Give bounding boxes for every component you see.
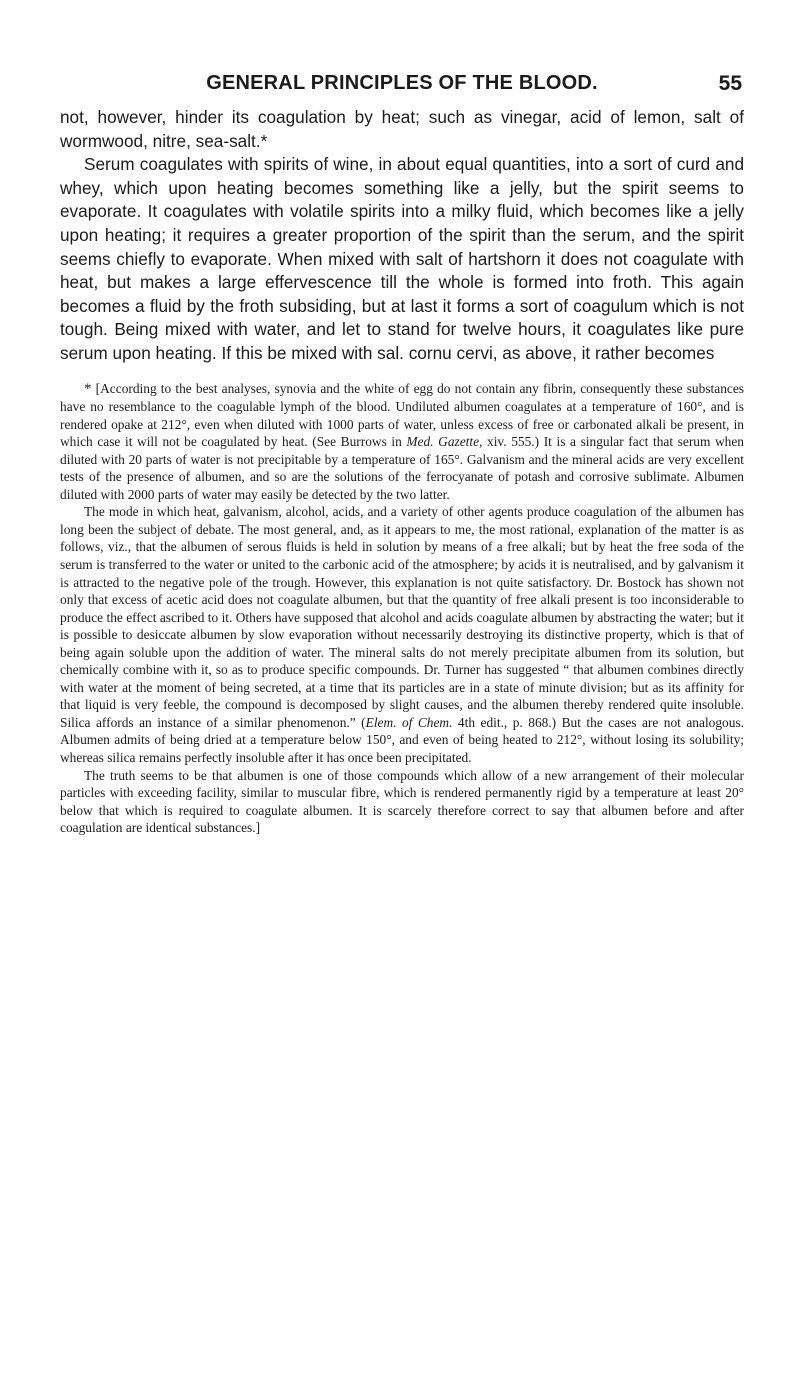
footnote <box>60 380 744 837</box>
running-header <box>60 72 744 104</box>
footnote-paragraph <box>60 503 744 766</box>
footnote-text: 4th edit., p. 868.) But the cases are not analogous. Albumen admits of being dried at a temperature below 150°, and even of being heated to 212°, without losing its solubility; whereas silica remains perfectly insoluble after it has once been precipitated. <box>60 714 745 766</box>
book-page <box>60 72 744 837</box>
footnote-paragraph <box>60 380 744 504</box>
footnote-text: , xiv. 555.) It is a singular fact that serum when diluted with 20 parts of water is not precipitable by a temperature of 165°. Galvanism and the mineral acids are very excellent tests of the presence of albumen, and so are the solutions of the ferrocyanate of potash and corrosive sublimate. Albumen diluted with 2000 parts of water may easily be detected by the two latter. <box>60 434 744 502</box>
body-paragraph: not, however, hinder its coagulation by heat; such as vinegar, acid of lemon, salt of wormwood, nitre, sea-salt.* <box>60 107 744 151</box>
footnote-text: The mode in which heat, galvanism, alcohol, acids, and a variety of other agents produce coagulation of the albumen has long been the subject of debate. The most general, and, as it appears to me, the most rational, explanation of the matter is as follows, viz., that the albumen of serous fluids is held in solution by means of a free alkali; but by heat the free soda of the serum is transferred to the water or united to the carbonic acid of the atmosphere; by acids it is neutralised, and by galvanism it is attracted to the negative pole of the trough. However, this explanation is not quite satisfactory. Dr. Bostock has shown not only that excess of acetic acid does not coagulate albumen, but that the quantity of free alkali present is too inconsiderable to produce the effect ascribed to it. Others have supposed that alcohol and acids coagulate albumen by abstracting the water; but it is possible to desiccate albumen by slow evaporation without necessarily destroying its distinctive property, which is that of being again soluble upon the addition of water. The mineral salts do not merely precipitate albumen from its solution, but chemically combine with it, so as to produce specific compounds. Dr. Turner has suggested “ that albumen combines directly with water at the moment of being secreted, at a time that its particles are in a state of minute division; but as its affinity for that liquid is very feeble, the compound is decomposed by slight causes, and the albumen thereby rendered quite insoluble. Silica affords an instance of a similar phenomenon.” ( <box>60 504 744 730</box>
footnote-paragraph: The truth seems to be that albumen is one of those compounds which allow of a new arrangement of their molecular particles with exceeding facility, similar to muscular fibre, which is rendered permanently rigid by a temperature at least 20° below that which is required to coagulate albumen. It is scarcely therefore correct to say that albumen before and after coagulation are identical substances.] <box>60 767 744 836</box>
main-text <box>60 106 744 366</box>
footnote-marker: * <box>84 380 92 397</box>
journal-title: Med. Gazette <box>406 434 480 450</box>
page-number: 55 <box>718 72 742 95</box>
body-paragraph: Serum coagulates with spirits of wine, in about equal quantities, into a sort of curd and whey, which upon heating becomes something like a jelly, but the spirit seems to evaporate. It coagulates with volatile spirits into a milky fluid, which becomes like a jelly upon heating; it requires a greater proportion of the spirit than the serum, and the spirit seems chiefly to evaporate. When mixed with salt of hartshorn it does not coagulate with heat, but makes a large effervescence till the whole is formed into froth. This again becomes a fluid by the froth subsiding, but at last it forms a sort of coagulum which is not tough. Being mixed with water, and let to stand for twelve hours, it coagulates like pure serum upon heating. If this be mixed with sal. cornu cervi, as above, it rather becomes <box>60 154 744 363</box>
running-title: GENERAL PRINCIPLES OF THE BLOOD. <box>206 72 598 94</box>
footnote-text: [According to the best analyses, synovia and the white of egg do not contain any fibrin, consequently these substances have no resemblance to the coagulable lymph of the blood. Undiluted albumen coagulates at a temperature of 160°, and is rendered opake at 212°, even when diluted with 1000 parts of water, unless excess of free or carbonated alkali be present, in which case it will not be coagulated by heat. (See Burrows in <box>60 380 744 450</box>
source-title: Elem. of Chem. <box>365 714 453 730</box>
